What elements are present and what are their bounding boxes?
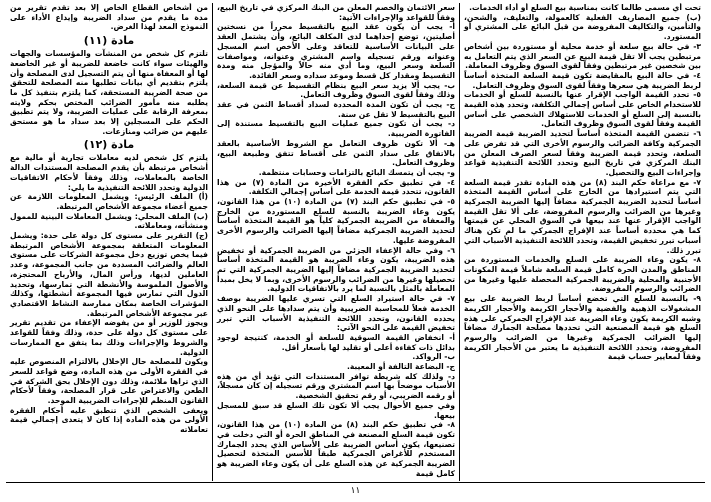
paragraph: ٦- تتضمن القيمة المتخذة أساساً لتحديد الضريبة قيمة الضريبة الجمركية وكافة الضرائب والرسوم الأخرى التي قد تفرض على السلعة، وتحدد قيمة الضريبة وفقاً لسعر الصرف المعلن من البنك المركزي في تاريخ البيع وتحدد اللائحة التنفيذية قواعد وإجراءات البيع والتحصيل. <box>464 129 701 177</box>
paragraph: و- يجب أن يتمسك البائع بالتزامات وحسابات منتظمة. <box>258 167 455 177</box>
paragraph: ويجوز للوزير أو من يفوضه الإعفاء من تقديم تقرير على مستوى كل دولة على حدة، وذلك وفقاً للقواعد والشروط والإجراءات وذلك بما يتفق مع الممارسات الدولية. <box>10 318 208 357</box>
paragraph: ٥- تحدد القيمة الواجب الإقرار عنها بالنسبة للسلع أو الخدمات للاستخدام الخاص على أساس إجمالي التكلفة، وتحدد هذه القيمة بالنسبة إلى السلع أو الخدمات للاستهلاك الشخصي على أساس القيمة وفقاً لقوى السوق وظروف التعامل. <box>464 90 701 129</box>
paragraph: يلتزم كل شخص لديه معاملات تجارية أو مالية مع أشخاص مرتبطة بأن يقدم المصلحة المستندات الدالة الخاصة بالمعاملات، وذلك وفقاً لأحكام الاتفاقيات الدولية وتحدد اللائحة التنفيذية ما يلي: <box>10 153 208 192</box>
paragraph: ج- البضاعة التالفة أو المعيبة. <box>346 362 455 372</box>
paragraph: ٧- مع مراعاة حكم البند (٨) من هذه المادة تقدر قيمة السلعة التي يتم استيرادها من الخارج على أساس القيمة المتخذة أساساً لتحديد الضريبة الجمركية مضافاً إليها الضريبة الجمركية وغيرها من الضرائب والرسوم المفروضة، على ألا تقل القيمة الواجب الإقرار عنها عند بيعها في السوق المحلي عن قيمتها كما هي محددة أساساً عند الإفراج الجمركي ما لم تكن هناك أسباب تبرر تخفيض القيمة، وتحدد اللائحة التنفيذية الأسباب التي تبرر ذلك. <box>464 177 701 255</box>
paragraph: (ج) التقرير على مستوى كل دولة على حدة: ويشمل المعلومات المتعلقة بمجموعة الأشخاص المرتبطة فيما يخص توزيع دخل مجموعة الشركات على مستوى العالم والضرائب المسددة من جانب المجموعة، وعدد العاملين لديها، ورأس المال، والأرباح المحتجزة، والأصول الملموسة والأنشطة التي تمارسها، وتحديد الدول التي تمارس فيها المجموعة أنشطتها، وكذلك المؤشرات الخاصة بمكان ممارسة النشاط الاقتصادي عبر مجموعة الأشخاص المرتبطة. <box>10 231 208 318</box>
paragraph: (ب) جميع المصاريف الفعلية كالعمولة، والتغليف، والشحن، والتأمين، والتكاليف المفروضة من قبل البائع على المشتري أو المستورد. <box>464 12 701 42</box>
paragraph: سعر الائتمان والخصم المعلن من البنك المركزي في تاريخ البيع، وفقاً للقواعد والإجراءات الآتية: <box>217 3 455 22</box>
paragraph: ٧- في حالة استيراد السلع التي تسري عليها الضريبة بوصف الخدمة فعلاً للمحاسبة الضريبية وأن يتم سدادها على النحو الذي يحدده القانون، وتحدد اللائحة التنفيذية الأسباب التي تبرر تخفيض القيمة على النحو الآتي: <box>217 294 455 333</box>
paragraph: ويكون للمصلحة حال الإخلال بالالتزام المنصوص عليه في الفقرة الأولى من هذه المادة، وضع قواعد للسعر الذي تراها ملائمة، وذلك دون الإخلال بحق الشركة في الطعن والاعتراض على قرار المصلحة، وفقاً لأحكام القانون المنظم للإجراءات الضريبية الموحد. <box>10 357 208 406</box>
paragraph: ٨- يكون وعاء الضريبة على السلع والخدمات المستوردة من المناطق والمدن الحرة كامل قيمة السلعة شاملاً قيمة المكونات الأجنبية والمحلية والضريبة الجمركية المحصلة عليها وغيرها من الضرائب والرسوم المفروضة. <box>464 255 701 294</box>
paragraph: من أشخاص القطاع الخاص إلا بعد تقدم تقرير من مدة ما يقدم من سداد الضريبة وإيداع الأداء على النموذج المعد لهذا الغرض. <box>10 3 208 32</box>
paragraph: ٦- وفي حالة الإعفاء الجزئي من الضريبة الجمركية أو تخفيض هذه الضريبة، يكون وعاء الضريبة هو القيمة المتخذة أساساً لتحديد الضريبة الجمركية مضافاً إليها الضريبة الجمركية التي تم تحصيلها وغيرها من الضرائب والرسوم الأخرى، وبما لا يخل بمبدأ المعاملة بالمثل بالنسبة لما يرد بالاتفاقيات الدولية. <box>217 245 455 294</box>
columns-container <box>6 3 705 481</box>
paragraph: ٤- في تطبيق حكم الفقرة الأخيرة من المادة (٧) من هذا القانون، تتحدد قيمة الخدمة على أساس إجمالي التكلفة. <box>217 177 455 197</box>
paragraph: (ب) الملف المحلي: ويشمل المعاملات البينية للممول ومنشأته، ومعاملاته. <box>10 211 208 231</box>
paragraph: وفي جميع الأحوال يجب ألا تكون تلك السلع قد سبق للمسجل بيعها. <box>217 400 455 420</box>
left-column <box>6 3 212 481</box>
paragraph: ب- الرواكد. <box>412 352 455 362</box>
paragraph: ٤- في حالة البيع بالمقايضة تكون قيمة السلعة المتخذة أساساً لربط الضريبة هي سعرها وفقاً لقوى السوق وظروف التعامل. <box>464 70 701 90</box>
paragraph: د- ولذلك كله شريطة توافر المستندات التي تؤيد أي من هذه الأسباب موضحاً بها اسم المشتري ورقم تسجيله إن كان مسجلاً، أو رقمه الضريبي، أو رقم تحقيق الشخصية. <box>217 371 455 401</box>
paragraph: ٣- في حالة بيع سلعة أو خدمة محلية أو مستوردة بين أشخاص مرتبطين يجب ألا تقل قيمة البيع عن السعر الذي يتم التعامل به بين شخصين غير مرتبطين وفقاً لقوى السوق وظروف المعاملة. <box>464 41 701 71</box>
paragraph: ٩- بالنسبة للسلع التي تخضع أساساً لربط الضريبة على بيع المشغولات الذهبية والفضية والأحجار الكريمة والأحجار الكريمة وشبه الكريمة يكون وعاء الضريبة عند الإفراج الجمركي على هذه السلع هو قيمة المصنعية التي تحددها مصلحة الجمارك مضافاً إليها الضرائب الجمركية وغيرها من الضرائب والرسوم المفروضة، وتحدد اللائحة التنفيذية ما يعتبر من الأحجار الكريمة وفقاً لمعايير حساب قيمة <box>464 294 701 362</box>
paragraph: تلتزم كل شخص من المنشآت والمؤسسات والجهات والهيئات سواء كانت خاضعة للضريبة أو غير الخاضعة لها أو المعفاة منها أن يتم التسجيل لدى المصلحة وأن يلتزم بتقديم أي بيانات تطلبها منه المصلحة للتحقق من صحة الضريبة المستحقة، كما يلتزم بتنفيذ كل ما يطلبه منه مأمور الضرائب المختص بحكم ولايته بمعرفة الرقابة على عمليات الضريبة، ولا يتم تطبيق الحكم على المسجلين إلا بعد سداد ما هو مستحق عليهم من ضرائب ومنازعات. <box>10 49 208 136</box>
paragraph: ويعفى الشخص الذي تنطبق عليه أحكام الفقرة الأولى من هذه المادة إذا كان لا يتعدى إجمالي قيمة تعاملاته <box>10 405 208 435</box>
article-heading-11: مادة (١١) <box>83 34 135 48</box>
paragraph: ٨- في تطبيق حكم البند (٨) من المادة (١٠) من هذا القانون، تكون قيمة السلع المصنعة في المناطق الحرة أو التي دخلت في تصنيعها، يكون أساس الضريبة على الأساس الذي يحدد الجمارك المستخدم للأغراض الجمركية طبقاً للأسس المتخذة لتحصيل الضريبة الجمركية عن هذه السلع على أن يكون وعاء الضريبة هو كامل قيمة <box>217 420 455 478</box>
footer-divider <box>6 482 705 483</box>
paragraph: ج- يجب أن تكون المدة المحددة لسداد أقساط الثمن في عقد البيع بالتقسيط لا تقل عن سنة. <box>217 100 455 119</box>
paragraph: ٥- في تطبيق حكم البند (٧) من المادة (١٠) من هذا القانون، يكون وعاء الضريبة بالنسبة للسلع المستوردة من الخارج والمعفاة من الضريبة الجمركية كلياً هو القيمة المتخذة أساساً لتحديد الضريبة الجمركية مضافاً إليها الضرائب والرسوم الأخرى المفروضة عليها. <box>217 197 455 245</box>
paragraph: تحت أي مسمى طالما كانت بمناسبة بيع السلع أو أداء الخدمات. <box>469 3 701 12</box>
paragraph: أ- يجب أن يكون عقد البيع بالتقسيط محرراً من نسختين أصليتين، توضع إحداهما لدى المكلف البائع، وأن يشتمل العقد على البيانات الأساسية للتعاقد وعلى الأخص اسم المسجل وعنوانه ورقم تسجيله واسم المشتري وعنوانه، ومواصفات السلعة وسعر البيع، وما أدي منه حالاً والمؤجل منه ومدة التقسيط ومقدار كل قسط وموعد سداده وسعر الفائدة. <box>217 22 455 80</box>
paragraph: أ- انخفاض القيمة السوقية للسلعة أو الخدمة، كنتيجة لوجود بدائل ذات كفاءة أعلى أو تقليد لها بأسعار أقل. <box>217 332 455 352</box>
paragraph: هـ- ألا تكون ظروف التعامل مع الشروط الأساسية بالعقد بالاتفاق على سداد الثمن على أقساط تتفق وطبيعة البيع، وظروف التعامل. <box>217 138 455 168</box>
page-number: ١١ <box>350 486 361 496</box>
article-heading-12: مادة (١٢) <box>83 138 135 152</box>
paragraph: (أ) الملف الرئيس: ويشمل المعلومات اللازمة عن جميع أعضاء مجموعة الأشخاص المرتبطة. <box>10 192 208 211</box>
middle-column <box>212 3 460 481</box>
right-column <box>460 3 705 481</box>
paragraph: د- يجب أن تكون جميع عمليات البيع بالتقسيط مستندة إلى الفاتورة الضريبية. <box>217 119 455 139</box>
paragraph: ب- يجب ألا يزيد سعر البيع بنظام التقسيط عن قيمة السلعة، وذلك وفقاً لقوى السوق وظروف التعامل. <box>217 80 455 100</box>
